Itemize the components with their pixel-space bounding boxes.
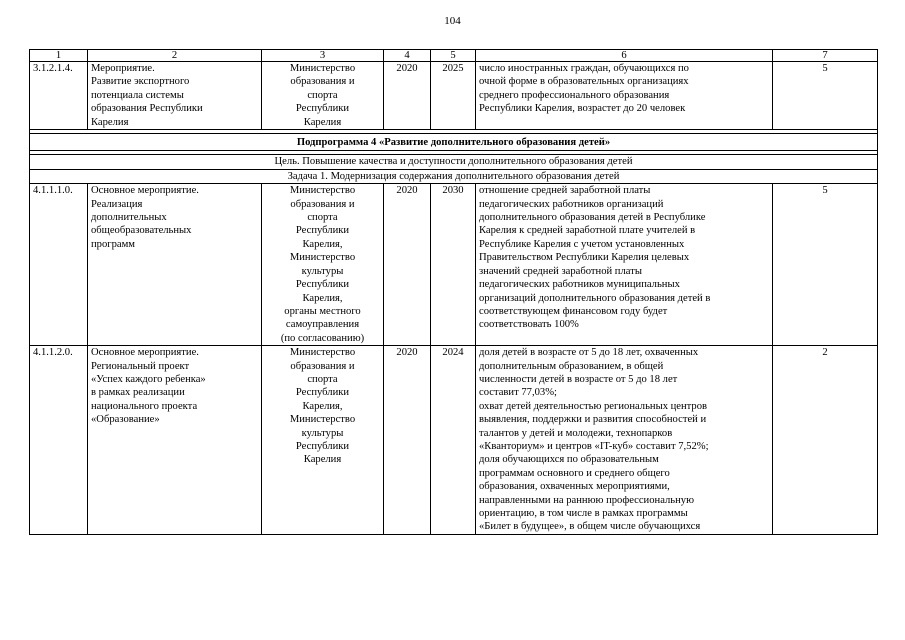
row-code: 3.1.2.1.4. xyxy=(30,62,88,130)
end-year: 2030 xyxy=(431,184,476,346)
indicator: число иностранных граждан, обучающихся по очной форме в образовательных организациях среднего профессионального образования Республики Карелия, возрастет до 20 человек xyxy=(476,62,773,130)
column-header: 6 xyxy=(476,50,773,62)
column-header: 4 xyxy=(384,50,431,62)
column-number-row xyxy=(30,50,878,62)
start-year: 2020 xyxy=(384,184,431,346)
row-code: 4.1.1.1.0. xyxy=(30,184,88,346)
subprogram-title: Подпрограмма 4 «Развитие дополнительного образования детей» xyxy=(30,134,878,151)
table-row xyxy=(30,346,878,535)
program-table xyxy=(29,49,878,535)
task-text: Задача 1. Модернизация содержания дополнительного образования детей xyxy=(30,169,878,183)
goal-row xyxy=(30,155,878,169)
task-row xyxy=(30,169,878,183)
start-year: 2020 xyxy=(384,346,431,535)
activity-name: Мероприятие. Развитие экспортного потенциала системы образования Республики Карелия xyxy=(88,62,262,130)
end-year: 2024 xyxy=(431,346,476,535)
column-header: 3 xyxy=(262,50,384,62)
start-year: 2020 xyxy=(384,62,431,130)
column-header: 5 xyxy=(431,50,476,62)
executor: Министерство образования и спорта Республики Карелия xyxy=(262,62,384,130)
table-row xyxy=(30,62,878,130)
indicator: отношение средней заработной платы педагогических работников организаций дополнительного образования детей в Республике Карелия к средней заработной плате учителей в Республике Карелия с учетом установленных Правительством Республики Карелия целевых значений средней заработной платы педагогических работников муниципальных организаций дополнительного образования детей в соответствующем финансовом году будет соответствовать 100% xyxy=(476,184,773,346)
indicator-value: 5 xyxy=(773,184,878,346)
page-number: 104 xyxy=(444,15,461,27)
indicator-value: 2 xyxy=(773,346,878,535)
subprogram-row xyxy=(30,134,878,151)
column-header: 7 xyxy=(773,50,878,62)
table-row xyxy=(30,184,878,346)
column-header: 2 xyxy=(88,50,262,62)
indicator: доля детей в возрасте от 5 до 18 лет, охваченных дополнительным образованием, в общей численности детей в возрасте от 5 до 18 лет составит 77,03%; охват детей деятельностью региональных центров выявления, поддержки и развития способностей и талантов у детей и молодежи, технопарков «Кванториум» и центров «IT-куб» составит 7,52%; доля обучающихся по образовательным программам основного и среднего общего образования, охваченных мероприятиями, направленными на раннюю профессиональную ориентацию, в том числе в рамках программы «Билет в будущее», в общем числе обучающихся xyxy=(476,346,773,535)
executor: Министерство образования и спорта Республики Карелия, Министерство культуры Республики Карелия xyxy=(262,346,384,535)
executor: Министерство образования и спорта Республики Карелия, Министерство культуры Республики Карелия, органы местного самоуправления (по согласованию) xyxy=(262,184,384,346)
indicator-value: 5 xyxy=(773,62,878,130)
column-header: 1 xyxy=(30,50,88,62)
end-year: 2025 xyxy=(431,62,476,130)
activity-name: Основное мероприятие. Региональный проект «Успех каждого ребенка» в рамках реализации национального проекта «Образование» xyxy=(88,346,262,535)
activity-name: Основное мероприятие. Реализация дополнительных общеобразовательных программ xyxy=(88,184,262,346)
goal-text: Цель. Повышение качества и доступности дополнительного образования детей xyxy=(30,155,878,169)
row-code: 4.1.1.2.0. xyxy=(30,346,88,535)
